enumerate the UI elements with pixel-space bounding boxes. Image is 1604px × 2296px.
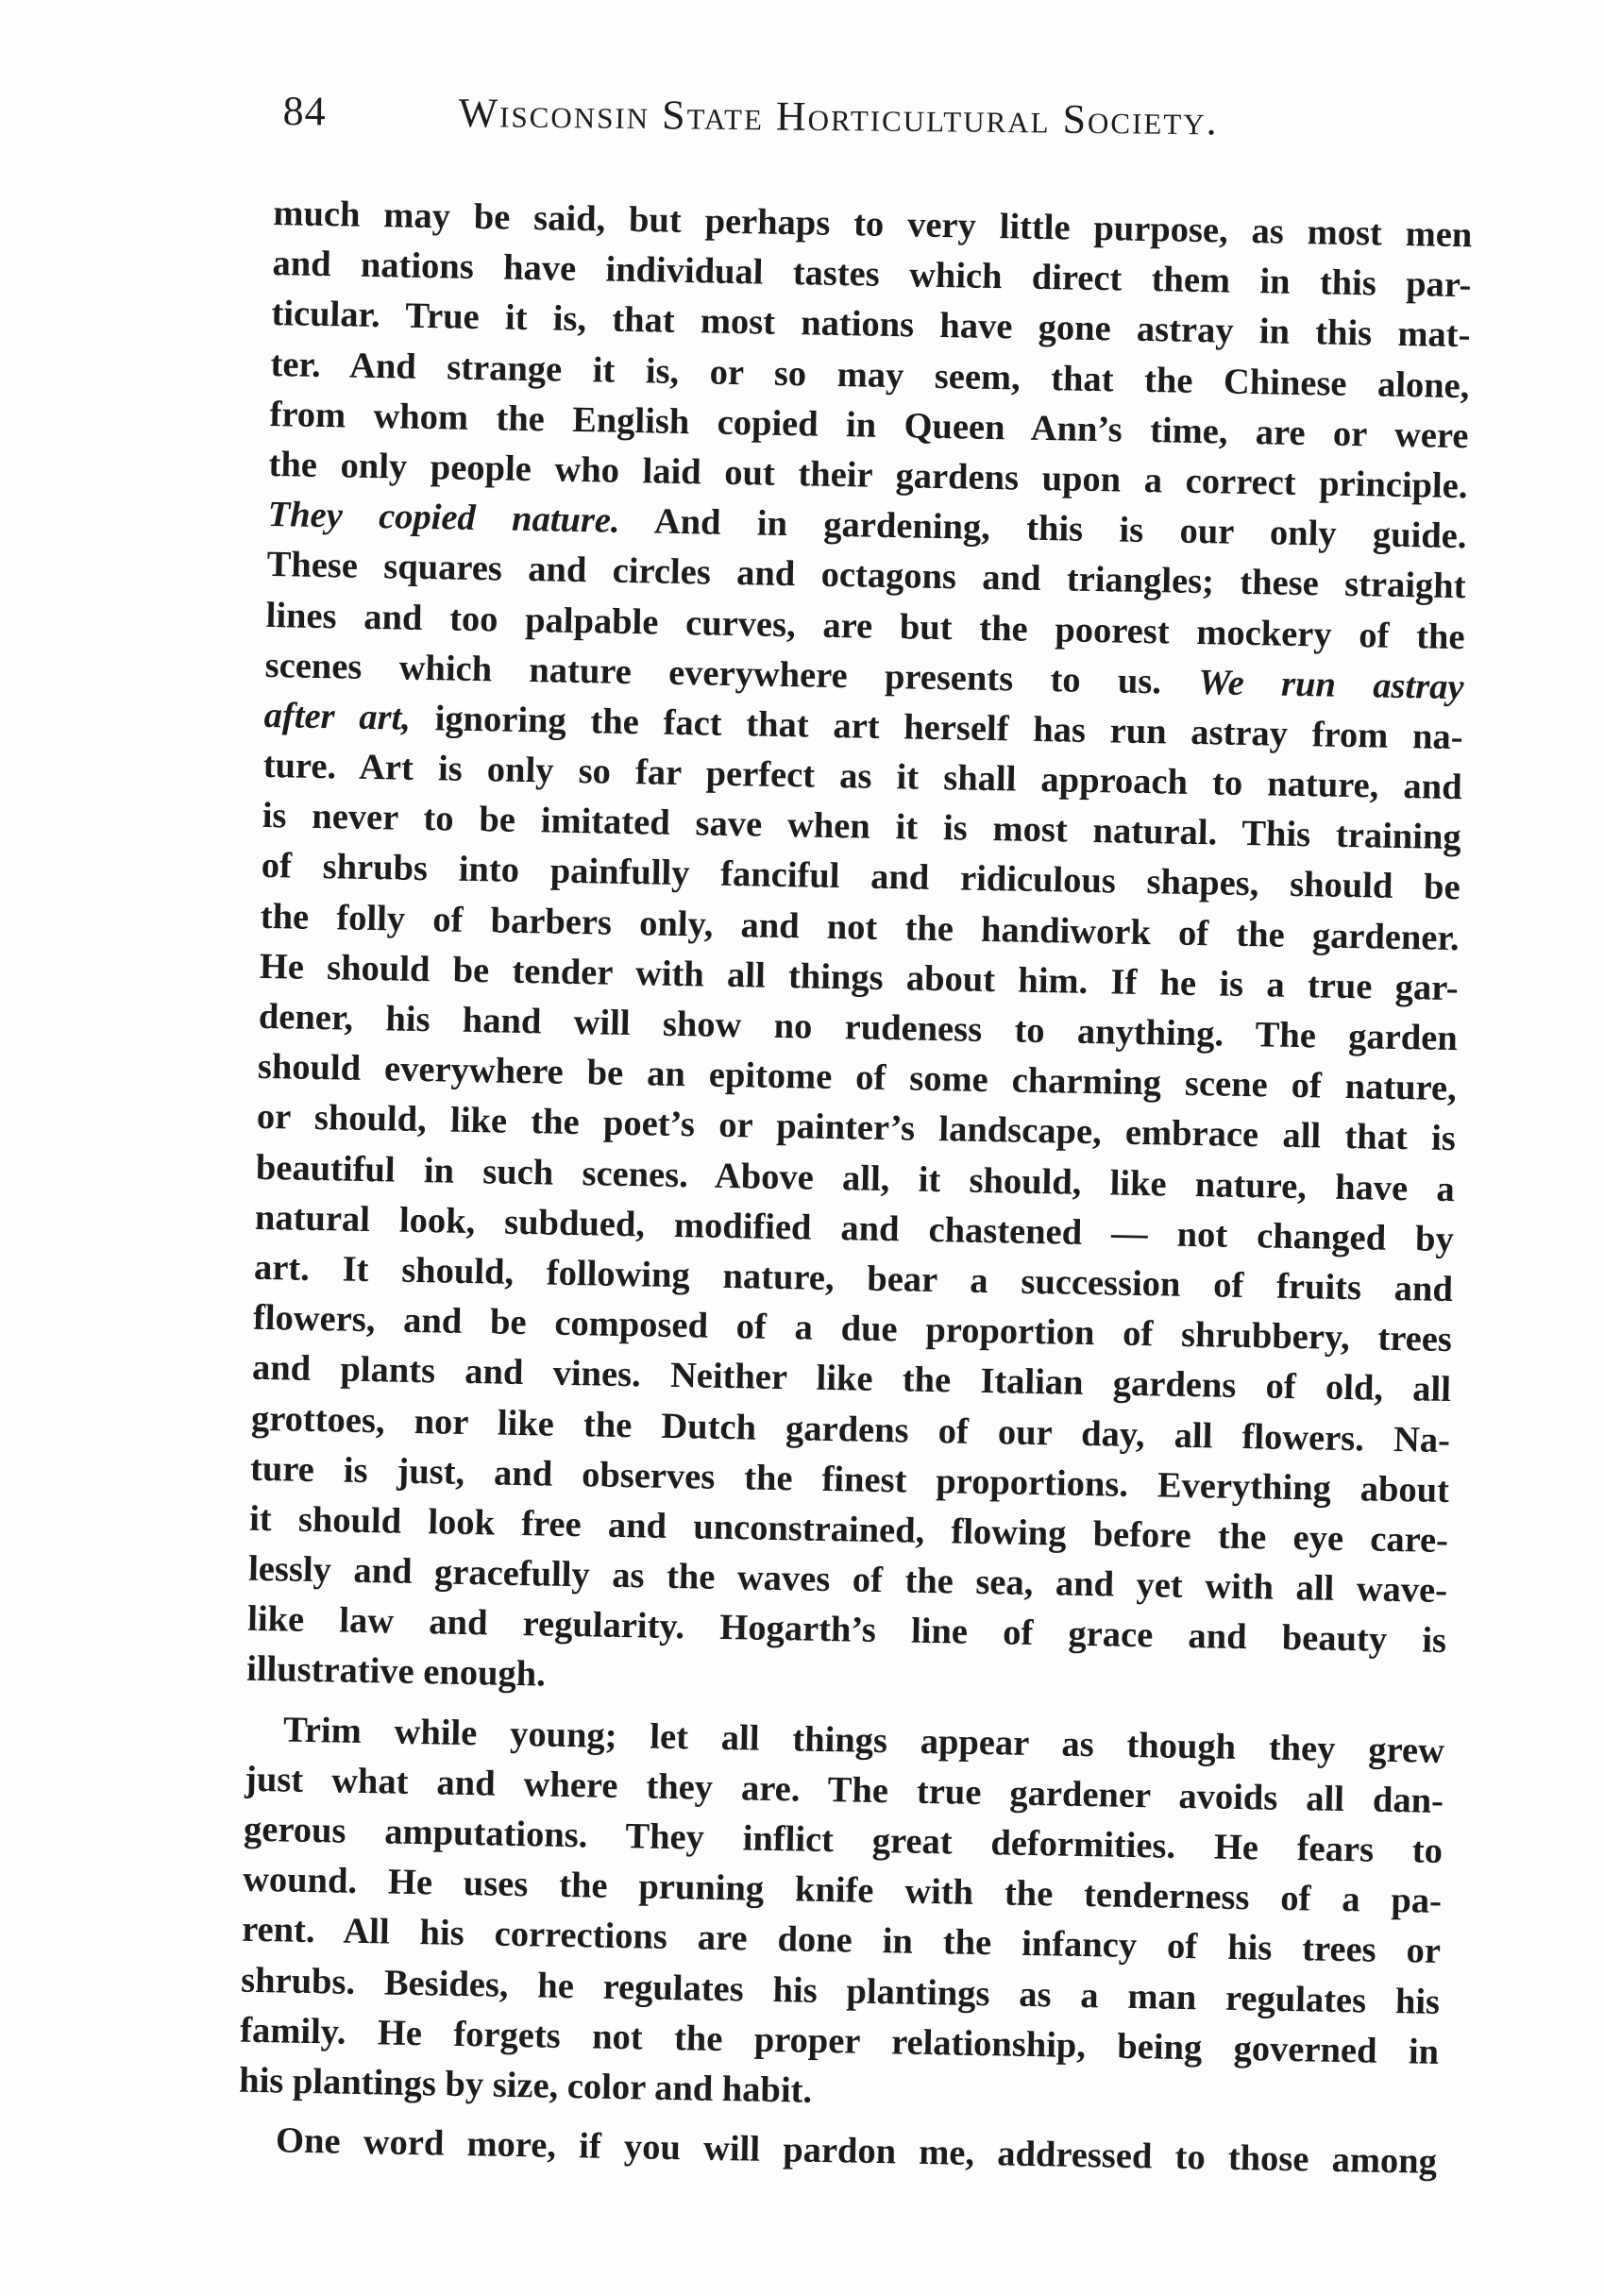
- running-head: [282, 83, 1331, 160]
- text-line: grottoes, nor like the Dutch gardens of our day, all flowers. Na-: [250, 1398, 1451, 1460]
- text-line: ture. Art is only so far perfect as it shall approach to nature, and: [262, 745, 1462, 808]
- italic-phrase: after art,: [263, 695, 412, 738]
- text-line: and plants and vines. Neither like the Italian gardens of old, all: [251, 1348, 1452, 1410]
- text-run: scenes which nature everywhere presents to us.: [264, 645, 1199, 702]
- text-line: and nations have individual tastes which direct them in this par-: [272, 244, 1472, 306]
- text-line: beautiful in such scenes. Above all, it should, like nature, have a: [255, 1147, 1456, 1209]
- text-line: should everywhere be an epitome of some charming scene of nature,: [257, 1047, 1458, 1109]
- text-line: gerous amputations. They inflict great deformities. He fears to: [243, 1809, 1444, 1871]
- text-line: much may be said, but perhaps to very little purpose, as most men: [273, 193, 1473, 256]
- page-number: 84: [282, 87, 327, 135]
- text-line: ture is just, and observes the finest proportions. Everything about: [249, 1448, 1450, 1511]
- text-line: art. It should, following nature, bear a succession of fruits and: [253, 1247, 1454, 1310]
- text-line: natural look, subdued, modified and chastened — not changed by: [254, 1197, 1455, 1259]
- text-line: illustrative enough.: [245, 1649, 547, 1695]
- text-line: He should be tender with all things about him. If he is a true gar-: [259, 946, 1460, 1008]
- italic-phrase: They copied nature.: [267, 495, 620, 541]
- text-line: ticular. True it is, that most nations have gone astray in this mat-: [271, 294, 1471, 356]
- paragraph-3: [238, 2116, 1438, 2187]
- text-line: These squares and circles and octagons and triangles; these straight: [266, 545, 1466, 607]
- text-line: flowers, and be composed of a due proportion of shrubbery, trees: [252, 1297, 1453, 1360]
- text-line: dener, his hand will show no rudeness to anything. The garden: [258, 996, 1459, 1059]
- text-line: the folly of barbers only, and not the handiwork of the gardener.: [260, 896, 1460, 958]
- text-line: the only people who laid out their gardens upon a correct principle.: [268, 444, 1468, 507]
- text-line: just what and where they are. The true gardener avoids all dan-: [244, 1759, 1444, 1821]
- text-line: shrubs. Besides, he regulates his plantings as a man regulates his: [240, 1960, 1441, 2022]
- text-line: lines and too palpable curves, are but the poorest mockery of the: [265, 595, 1465, 657]
- text-line: like law and regularity. Hogarth’s line of grace and beauty is: [246, 1598, 1447, 1662]
- italic-phrase: We run astray: [1197, 662, 1464, 707]
- text-line: or should, like the poet’s or painter’s landscape, embrace all that is: [256, 1097, 1457, 1159]
- body-text: [238, 189, 1473, 2187]
- text-line: rent. All his corrections are done in the infancy of his trees or: [241, 1910, 1442, 1972]
- text-line: lessly and gracefully as the waves of the sea, and yet with all wave-: [247, 1548, 1448, 1612]
- text-run: ignoring the fact that art herself has run astray from na-: [410, 698, 1463, 758]
- text-line: of shrubs into painfully fanciful and ridiculous shapes, should be: [261, 846, 1461, 908]
- text-line: it should look free and unconstrained, flowing before the eye care-: [248, 1498, 1449, 1561]
- text-run: And in gardening, this is our only guide.: [619, 500, 1467, 557]
- text-line: Trim while young; let all things appear as though they grew: [282, 1710, 1445, 1771]
- paragraph-2: [239, 1704, 1445, 2128]
- paragraph-1: [246, 189, 1473, 1717]
- text-line: family. He forgets not the proper relationship, being governed in: [239, 2010, 1440, 2072]
- text-line: his plantings by size, color and habit.: [238, 2060, 813, 2111]
- text-line: wound. He uses the pruning knife with the tenderness of a pa-: [242, 1859, 1443, 1922]
- text-line: ter. And strange it is, or so may seem, that the Chinese alone,: [270, 344, 1470, 406]
- journal-title: Wisconsin State Horticultural Society.: [458, 89, 1219, 144]
- text-line: One word more, if you will pardon me, addressed to those among: [275, 2120, 1438, 2183]
- text-line: from whom the English copied in Queen Ann’s time, are or were: [269, 394, 1469, 456]
- text-line: is never to be imitated save when it is most natural. This training: [262, 796, 1461, 858]
